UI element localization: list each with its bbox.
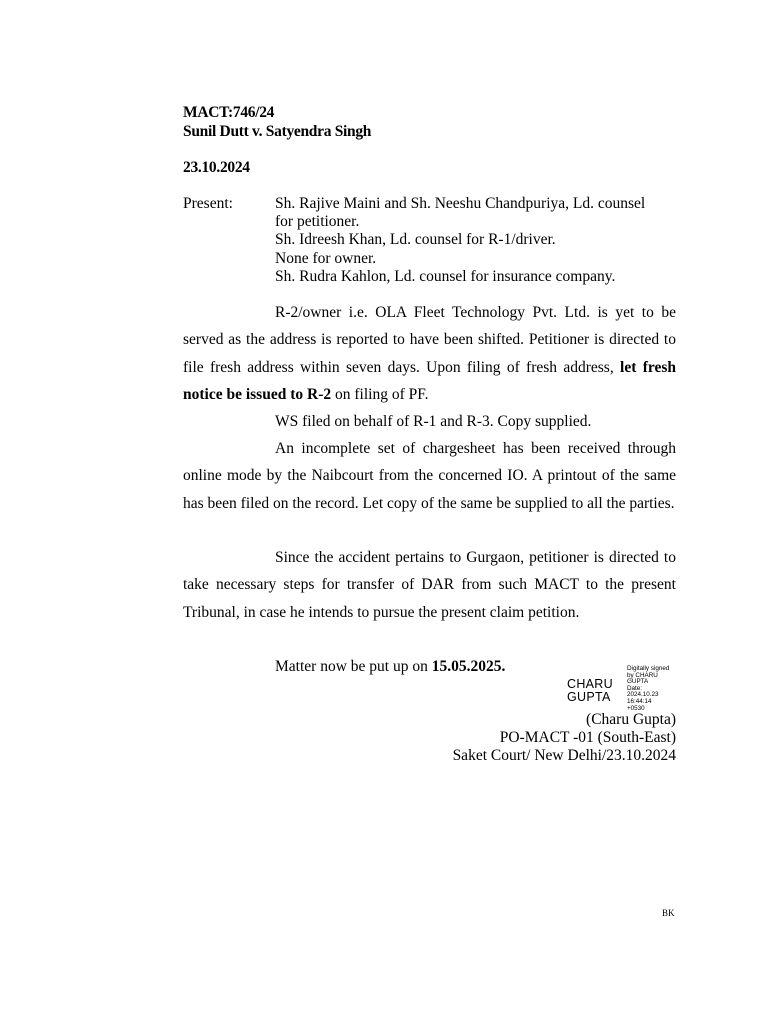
officer-name: (Charu Gupta)	[586, 711, 676, 728]
signature-detail-line: Digitally signed	[627, 665, 670, 672]
signature-detail-line: 16:44:14	[627, 697, 652, 705]
emphasis-notice: let fresh notice be issued to R-2	[183, 358, 676, 403]
signature-detail-line: 2024.10.23	[627, 691, 659, 699]
signature-name-line: CHARU	[567, 677, 613, 691]
paragraph-text: R-2/owner i.e. OLA Fleet Technology Pvt. Ltd. is yet to be served as the address is reported to have been shifted. Petitioner is directed to file fresh address within seven days. Upon filing of fresh address,	[183, 304, 676, 376]
signature-name-line: GUPTA	[567, 690, 611, 704]
signature-detail-line: GUPTA	[627, 678, 649, 686]
paragraph-text: WS filed on behalf of R-1 and R-3. Copy supplied.	[275, 413, 592, 430]
signature-detail-line: +0530	[627, 704, 645, 712]
paragraph-text: Matter now be put up on	[275, 658, 428, 675]
order-date: 23.10.2024	[183, 159, 250, 176]
paragraph-chargesheet	[183, 435, 676, 517]
paragraph-text: An incomplete set of chargesheet has been received through online mode by the Naibcourt from the concerned IO. A printout of the same has been filed on the record. Let copy of the same be supplied to all the parties.	[183, 440, 676, 512]
present-line: None for owner.	[275, 250, 377, 267]
case-title: Sunil Dutt v. Satyendra Singh	[183, 123, 372, 140]
case-number: MACT:746/24	[183, 104, 275, 121]
signature-detail-line: Date:	[627, 684, 643, 692]
officer-designation: PO-MACT -01 (South-East)	[499, 729, 676, 746]
present-line: Sh. Idreesh Khan, Ld. counsel for R-1/driver.	[275, 231, 556, 248]
paragraph-ws-filed	[183, 408, 676, 435]
digital-signature-details	[627, 666, 669, 712]
footer-initials: BK	[662, 908, 675, 918]
next-hearing-date: 15.05.2025.	[431, 658, 506, 675]
paragraph-service	[183, 299, 676, 408]
present-line: Sh. Rajive Maini and Sh. Neeshu Chandpuriya, Ld. counsel	[275, 195, 646, 212]
digital-signature-name	[567, 678, 613, 704]
present-line: Sh. Rudra Kahlon, Ld. counsel for insurance company.	[275, 268, 616, 285]
paragraph-text: on filing of PF.	[334, 385, 429, 403]
present-line: for petitioner.	[275, 213, 360, 230]
officer-place-date: Saket Court/ New Delhi/23.10.2024	[452, 747, 676, 764]
signature-detail-line: by CHARU	[627, 671, 658, 679]
present-label: Present:	[183, 195, 233, 212]
paragraph-transfer	[183, 544, 676, 626]
paragraph-text: Since the accident pertains to Gurgaon, petitioner is directed to take necessary steps for transfer of DAR from such MACT to the present Tribunal, in case he intends to pursue the present claim petition.	[183, 549, 676, 621]
